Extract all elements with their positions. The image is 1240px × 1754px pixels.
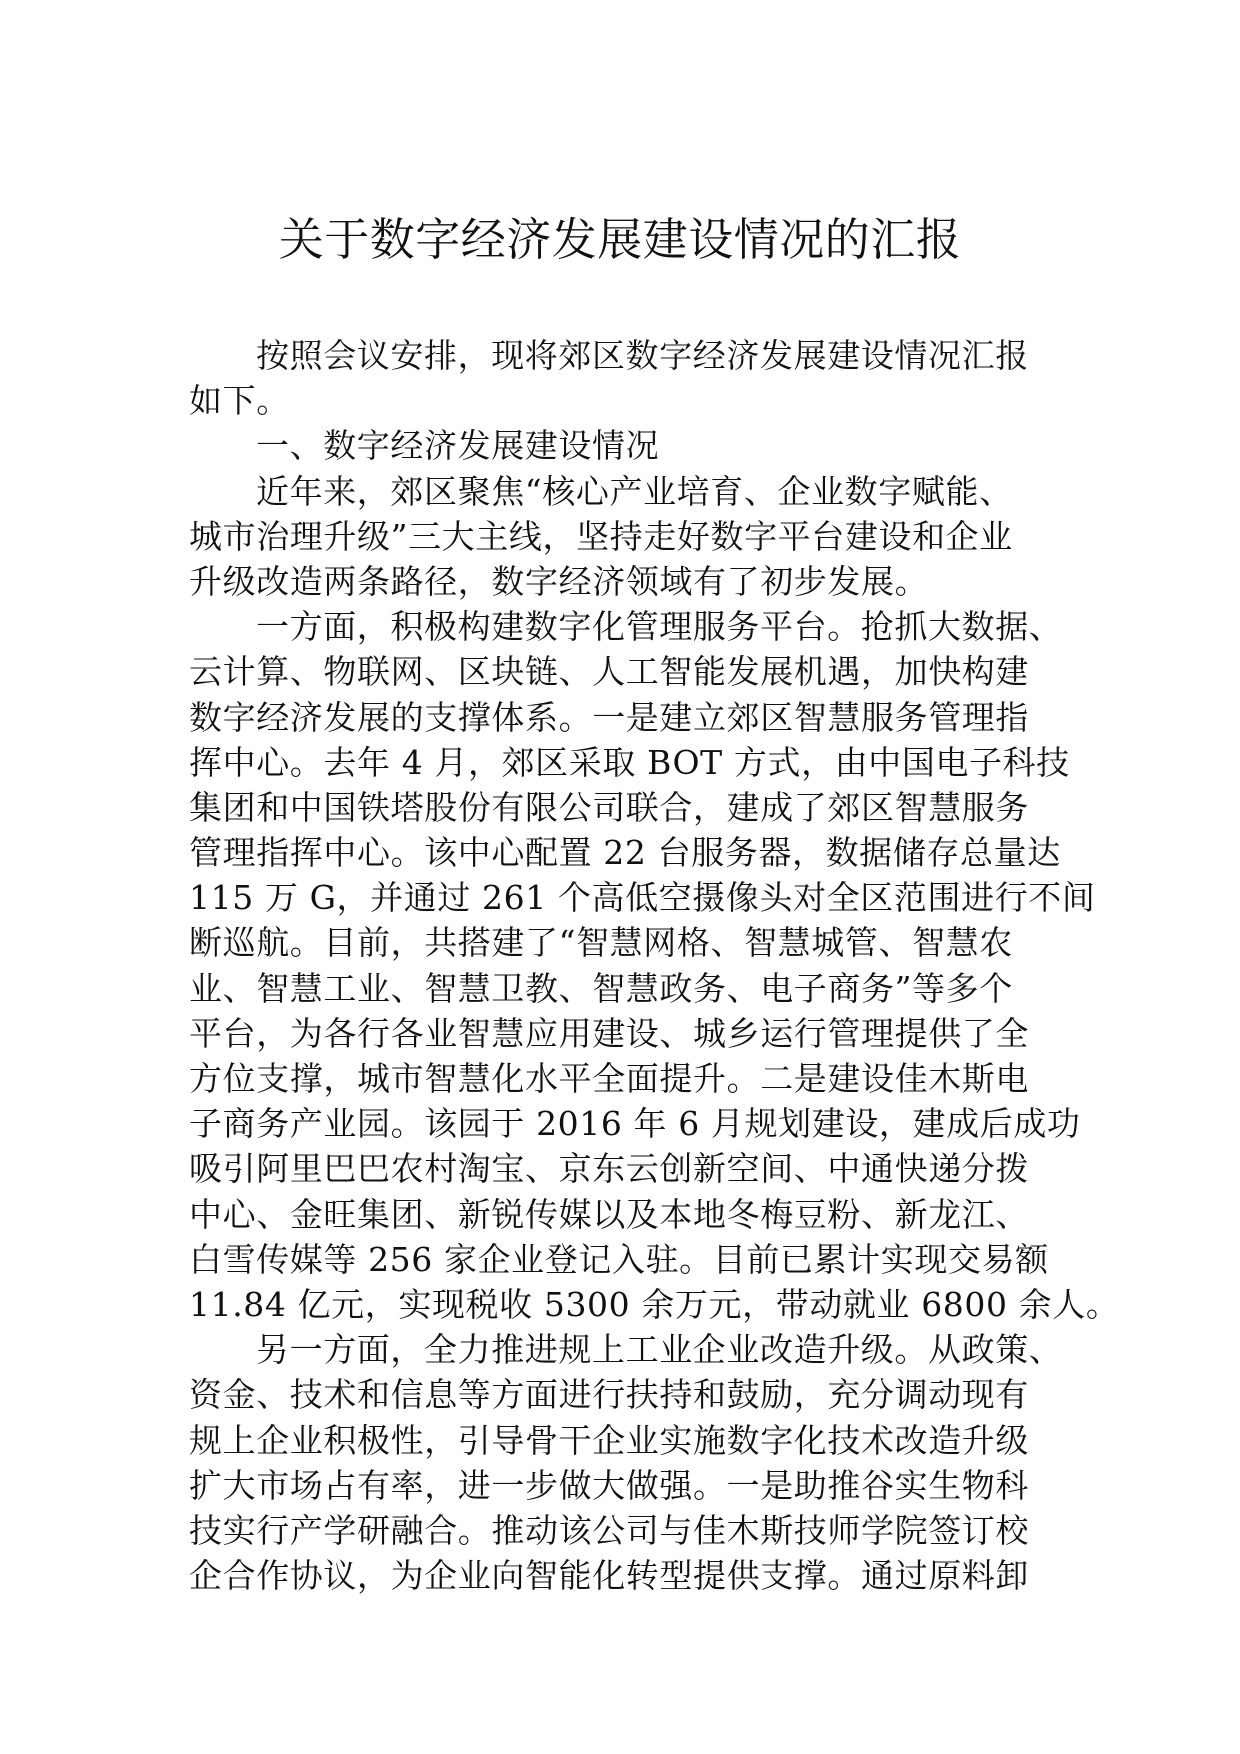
paragraph-line: 子商务产业园。该园于 2016 年 6 月规划建设，建成后成功 — [189, 1104, 1081, 1144]
paragraph-line: 集团和中国铁塔股份有限公司联合，建成了郊区智慧服务 — [189, 787, 1029, 827]
document-title: 关于数字经济发展建设情况的汇报 — [278, 213, 962, 266]
paragraph-line: 资金、技术和信息等方面进行扶持和鼓励，充分调动现有 — [189, 1375, 1029, 1415]
paragraph-line: 115 万 G，并通过 261 个高低空摄像头对全区范围进行不间 — [189, 878, 1096, 918]
paragraph-line: 按照会议安排，现将郊区数字经济发展建设情况汇报 — [256, 336, 1029, 375]
section-heading: 一、数字经济发展建设情况 — [256, 426, 660, 466]
paragraph-line: 企合作协议，为企业向智能化转型提供支撑。通过原料卸 — [189, 1556, 1029, 1596]
paragraph-line: 断巡航。目前，共搭建了“智慧网格、智慧城管、智慧农 — [189, 923, 1013, 963]
paragraph-line: 规上企业积极性，引导骨干企业实施数字化技术改造升级 — [189, 1420, 1029, 1460]
document-body — [189, 333, 1120, 1598]
paragraph-line: 一方面，积极构建数字化管理服务平台。抢抓大数据、 — [256, 607, 1063, 647]
paragraph-line: 另一方面，全力推进规上工业企业改造升级。从政策、 — [256, 1330, 1063, 1370]
paragraph-line: 云计算、物联网、区块链、人工智能发展机遇，加快构建 — [189, 652, 1029, 692]
paragraph-line: 平台，为各行各业智慧应用建设、城乡运行管理提供了全 — [189, 1013, 1029, 1053]
paragraph-line: 白雪传媒等 256 家企业登记入驻。目前已累计实现交易额 — [189, 1239, 1049, 1279]
paragraph-line: 城市治理升级”三大主线，坚持走好数字平台建设和企业 — [189, 516, 1013, 556]
paragraph-line: 方位支撑，城市智慧化水平全面提升。二是建设佳木斯电 — [189, 1059, 1029, 1098]
paragraph-line: 中心、金旺集团、新锐传媒以及本地冬梅豆粉、新龙江、 — [189, 1194, 1029, 1234]
paragraph-line: 扩大市场占有率，进一步做大做强。一是助推谷实生物科 — [189, 1465, 1029, 1505]
paragraph-line: 挥中心。去年 4 月，郊区采取 BOT 方式，由中国电子科技 — [189, 742, 1070, 782]
paragraph-line: 管理指挥中心。该中心配置 22 台服务器，数据储存总量达 — [189, 833, 1061, 873]
paragraph-line: 近年来，郊区聚焦“核心产业培育、企业数字赋能、 — [256, 471, 1013, 511]
paragraph-line: 数字经济发展的支撑体系。一是建立郊区智慧服务管理指 — [189, 697, 1029, 737]
paragraph-line: 升级改造两条路径，数字经济领域有了初步发展。 — [189, 561, 929, 601]
paragraph-line: 业、智慧工业、智慧卫教、智慧政务、电子商务”等多个 — [189, 968, 1013, 1008]
paragraph-line: 11.84 亿元，实现税收 5300 余万元，带动就业 6800 余人。 — [189, 1284, 1120, 1324]
paragraph-line: 技实行产学研融合。推动该公司与佳木斯技师学院签订校 — [189, 1510, 1029, 1550]
paragraph-line: 吸引阿里巴巴农村淘宝、京东云创新空间、中通快递分拨 — [189, 1149, 1029, 1189]
paragraph-line: 如下。 — [189, 381, 290, 421]
